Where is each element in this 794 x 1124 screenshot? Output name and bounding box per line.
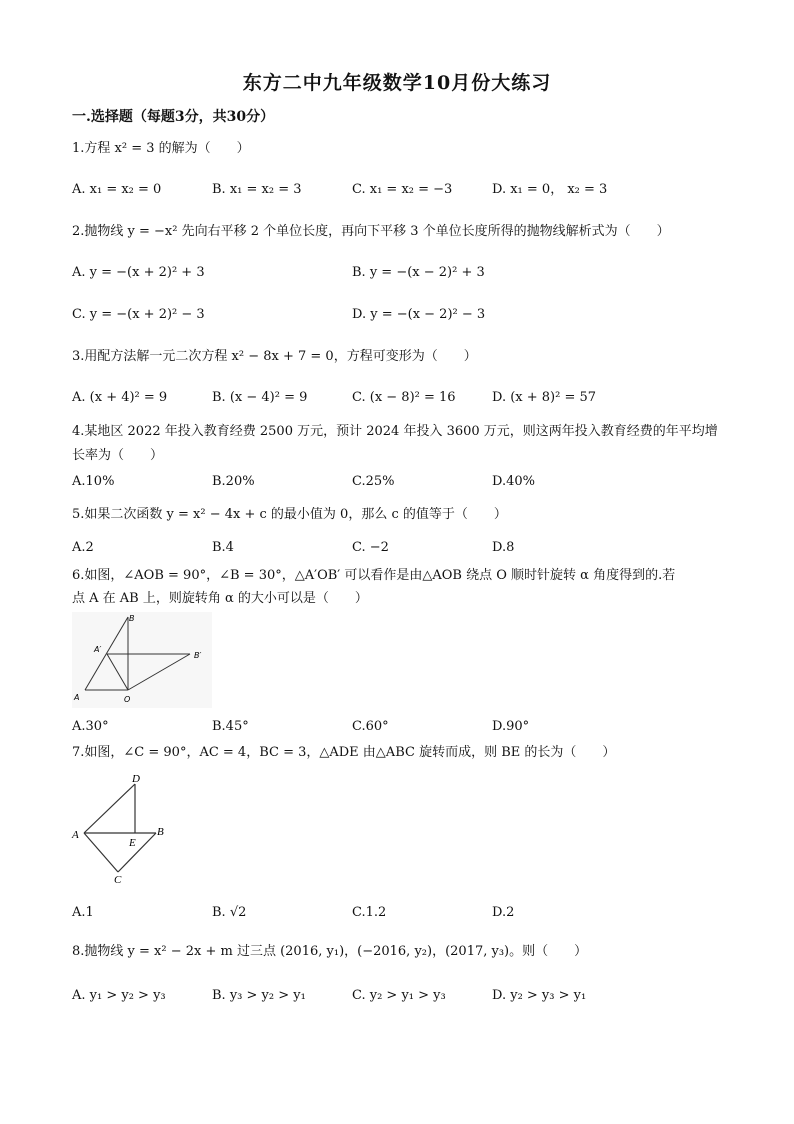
question-2-option-a[interactable]: A. y = −(x + 2)² + 3 bbox=[72, 265, 205, 280]
question-2-stem: 2.抛物线 y = −x² 先向右平移 2 个单位长度，再向下平移 3 个单位长度所得的抛物线解析式为（ ） bbox=[72, 224, 670, 239]
question-6-stem-line1: 6.如图，∠AOB = 90°，∠B = 30°，△A′OB′ 可以看作是由△AOB 绕点 O 顺时针旋转 α 角度得到的.若 bbox=[72, 568, 676, 583]
question-3-stem: 3.用配方法解一元二次方程 x² − 8x + 7 = 0，方程可变形为（ ） bbox=[72, 349, 477, 364]
fig7-label-e: E bbox=[129, 837, 136, 849]
question-4-option-c[interactable]: C.25% bbox=[352, 474, 395, 489]
question-8-stem: 8.抛物线 y = x² − 2x + m 过三点 (2016, y₁)，(−2016, y₂)，(2017, y₃)。则（ ） bbox=[72, 944, 588, 959]
question-7-option-b[interactable]: B. √2 bbox=[212, 905, 247, 920]
question-4-stem-line2: 长率为（ ） bbox=[72, 448, 164, 463]
question-7-figure bbox=[68, 768, 178, 886]
question-6-option-a[interactable]: A.30° bbox=[72, 719, 109, 734]
fig7-label-a: A bbox=[72, 829, 79, 841]
question-8-option-a[interactable]: A. y₁ > y₂ > y₃ bbox=[72, 988, 166, 1003]
question-5-option-a[interactable]: A.2 bbox=[72, 540, 94, 555]
page-title: 东方二中九年级数学10月份大练习 bbox=[242, 72, 552, 94]
question-5-stem: 5.如果二次函数 y = x² − 4x + c 的最小值为 0，那么 c 的值等于（ ） bbox=[72, 507, 507, 522]
question-6-option-c[interactable]: C.60° bbox=[352, 719, 389, 734]
question-6-figure bbox=[72, 612, 212, 708]
question-4-option-d[interactable]: D.40% bbox=[492, 474, 535, 489]
question-8-option-b[interactable]: B. y₃ > y₂ > y₁ bbox=[212, 988, 306, 1003]
fig6-label-o: O bbox=[124, 695, 131, 704]
question-1-stem: 1.方程 x² = 3 的解为（ ） bbox=[72, 141, 250, 156]
fig7-label-c: C bbox=[114, 874, 122, 886]
fig7-label-b: B bbox=[157, 826, 164, 838]
question-4-option-b[interactable]: B.20% bbox=[212, 474, 255, 489]
fig6-label-b: B bbox=[129, 614, 135, 623]
question-4-stem-line1: 4.某地区 2022 年投入教育经费 2500 万元，预计 2024 年投入 3600 万元，则这两年投入教育经费的年平均增 bbox=[72, 424, 718, 439]
question-7-option-d[interactable]: D.2 bbox=[492, 905, 515, 920]
question-6-stem-line2: 点 A 在 AB 上，则旋转角 α 的大小可以是（ ） bbox=[72, 591, 368, 606]
question-3-option-b[interactable]: B. (x − 4)² = 9 bbox=[212, 390, 308, 405]
question-7-option-a[interactable]: A.1 bbox=[72, 905, 94, 920]
question-7-stem: 7.如图，∠C = 90°，AC = 4，BC = 3，△ADE 由△ABC 旋转而成，则 BE 的长为（ ） bbox=[72, 745, 616, 760]
question-6-option-d[interactable]: D.90° bbox=[492, 719, 530, 734]
fig6-label-b-prime: B′ bbox=[194, 651, 202, 660]
question-3-option-a[interactable]: A. (x + 4)² = 9 bbox=[72, 390, 168, 405]
question-3-option-c[interactable]: C. (x − 8)² = 16 bbox=[352, 390, 456, 405]
question-2-option-c[interactable]: C. y = −(x + 2)² − 3 bbox=[72, 307, 205, 322]
question-8-option-c[interactable]: C. y₂ > y₁ > y₃ bbox=[352, 988, 446, 1003]
question-5-option-b[interactable]: B.4 bbox=[212, 540, 234, 555]
question-6-option-b[interactable]: B.45° bbox=[212, 719, 249, 734]
question-2-option-d[interactable]: D. y = −(x − 2)² − 3 bbox=[352, 307, 486, 322]
fig6-label-a-prime: A′ bbox=[94, 645, 102, 654]
question-4-option-a[interactable]: A.10% bbox=[72, 474, 115, 489]
question-1-option-a[interactable]: A. x₁ = x₂ = 0 bbox=[72, 182, 162, 197]
question-1-option-d[interactable]: D. x₁ = 0， x₂ = 3 bbox=[492, 182, 608, 197]
question-1-option-b[interactable]: B. x₁ = x₂ = 3 bbox=[212, 182, 302, 197]
fig7-label-d: D bbox=[132, 773, 140, 785]
question-5-option-d[interactable]: D.8 bbox=[492, 540, 515, 555]
fig6-label-a: A bbox=[74, 693, 80, 702]
question-8-option-d[interactable]: D. y₂ > y₃ > y₁ bbox=[492, 988, 587, 1003]
question-1-option-c[interactable]: C. x₁ = x₂ = −3 bbox=[352, 182, 453, 197]
question-2-option-b[interactable]: B. y = −(x − 2)² + 3 bbox=[352, 265, 485, 280]
question-5-option-c[interactable]: C. −2 bbox=[352, 540, 389, 555]
question-3-option-d[interactable]: D. (x + 8)² = 57 bbox=[492, 390, 597, 405]
question-7-option-c[interactable]: C.1.2 bbox=[352, 905, 387, 920]
section-heading: 一.选择题（每题3分，共30分） bbox=[72, 109, 275, 125]
